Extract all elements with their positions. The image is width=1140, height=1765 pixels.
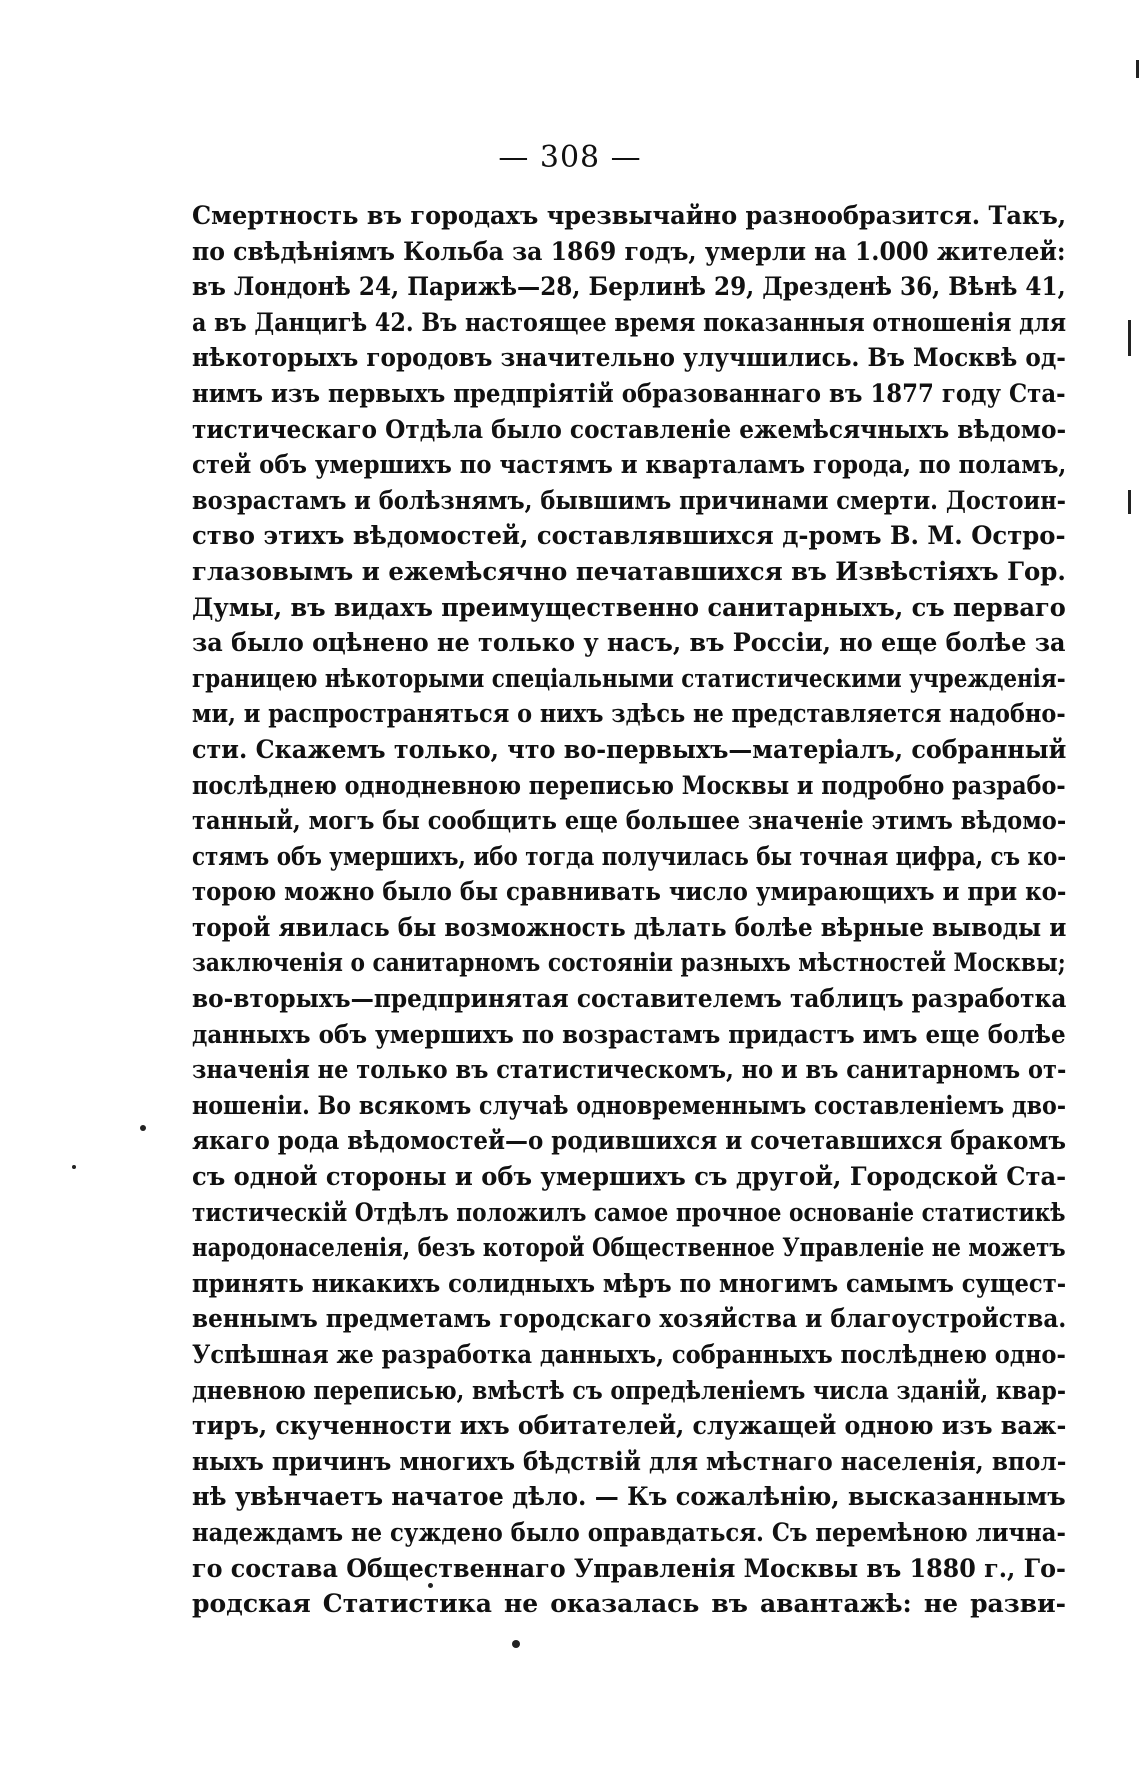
text-line: значенія не только въ статистическомъ, но и въ санитарномъ от-: [192, 1055, 1067, 1085]
text-line: торою можно было бы сравнивать число умирающихъ и при ко-: [192, 877, 1067, 907]
text-line: дневною переписью, вмѣстѣ съ опредѣленіемъ числа зданій, квар-: [192, 1375, 1067, 1405]
text-line: тистическаго Отдѣла было составленіе ежемѣсячныхъ вѣдомо-: [192, 414, 1067, 444]
margin-mark: [1136, 60, 1139, 78]
text-line: надеждамъ не суждено было оправдаться. Съ перемѣною лична-: [192, 1517, 1066, 1547]
text-line: нимъ изъ первыхъ предпріятій образованнаго въ 1877 году Ста-: [192, 378, 1066, 408]
text-line: народонаселенія, безъ которой Общественное Управленіе не можетъ: [192, 1233, 1066, 1263]
text-line: во-вторыхъ—предпринятая составителемъ таблицъ разработка: [192, 984, 1067, 1014]
text-line: а въ Данцигѣ 42. Въ настоящее время показанныя отношенія для: [192, 307, 1067, 337]
text-line: родская Статистика не оказалась въ авантажѣ: не разви-: [192, 1589, 1066, 1619]
text-line: тиръ, скученности ихъ обитателей, служащей одною изъ важ-: [192, 1411, 1067, 1441]
text-line: ношеніи. Во всякомъ случаѣ одновременнымъ составленіемъ двo-: [192, 1090, 1067, 1120]
ink-speck: [140, 1125, 146, 1131]
text-line: стямъ объ умершихъ, ибо тогда получилась бы точная цифра, съ ко-: [192, 841, 1067, 871]
text-line: ныхъ причинъ многихъ бѣдствій для мѣстнаго населенія, впол-: [192, 1446, 1067, 1476]
text-line: нѣ увѣнчаетъ начатое дѣло. — Къ сожалѣнію, высказаннымъ: [192, 1482, 1066, 1512]
margin-mark: [1128, 320, 1131, 356]
text-line: Думы, въ видахъ преимущественно санитарныхъ, съ перваго: [192, 592, 1066, 622]
text-line: за было оцѣнено не только у насъ, въ Россіи, но еще болѣе за: [192, 628, 1066, 658]
text-line: границею нѣкоторыми спеціальными статистическими учрежденія-: [192, 663, 1066, 693]
text-line: ство этихъ вѣдомостей, составлявшихся д-ромъ В. М. Остро-: [192, 521, 1066, 551]
ink-speck: [72, 1165, 76, 1169]
text-line: Смертность въ городахъ чрезвычайно разнообразится. Такъ,: [192, 201, 1067, 230]
text-line: съ одной стороны и объ умершихъ съ другой, Городской Ста-: [192, 1162, 1067, 1192]
body-text: [192, 198, 1066, 1622]
text-line: якаго рода вѣдомостей—о родившихся и сочетавшихся бракомъ: [192, 1126, 1066, 1156]
text-line: нѣкоторыхъ городовъ значительно улучшились. Въ Москвѣ од-: [192, 343, 1066, 373]
margin-mark: [1128, 490, 1131, 514]
text-line: въ Лондонѣ 24, Парижѣ—28, Берлинѣ 29, Дрезденѣ 36, Вѣнѣ 41,: [192, 272, 1066, 302]
text-line: ми, и распространяться о нихъ здѣсь не представляется надобно-: [192, 699, 1066, 729]
text-line: тистическій Отдѣлъ положилъ самое прочное основаніе статистикѣ: [192, 1197, 1066, 1227]
text-line: послѣднею однодневною переписью Москвы и подробно разрабо-: [192, 770, 1066, 800]
text-line: по свѣдѣніямъ Кольба за 1869 годъ, умерли на 1.000 жителей:: [192, 236, 1066, 266]
text-line: го состава Общественнаго Управленія Москвы въ 1880 г., Го-: [192, 1553, 1066, 1583]
ink-speck: [512, 1640, 520, 1648]
text-line: веннымъ предметамъ городскаго хозяйства и благоустройства.: [192, 1304, 1067, 1334]
text-line: данныхъ объ умершихъ по возрастамъ придастъ имъ еще болѣе: [192, 1019, 1066, 1049]
text-line: сти. Скажемъ только, что во-первыхъ—матеріалъ, собранный: [192, 734, 1067, 764]
text-line: стей объ умершихъ по частямъ и кварталамъ города, по поламъ,: [192, 450, 1067, 480]
text-line: танный, могъ бы сообщить еще большее значеніе этимъ вѣдомо-: [192, 806, 1067, 836]
ink-speck: [428, 1583, 433, 1588]
text-line: заключенія о санитарномъ состояніи разныхъ мѣстностей Москвы;: [192, 948, 1066, 978]
page-number: — 308 —: [498, 140, 642, 175]
text-line: Успѣшная же разработка данныхъ, собранныхъ послѣднею одно-: [192, 1340, 1066, 1369]
text-line: принять никакихъ солидныхъ мѣръ по многимъ самымъ сущест-: [192, 1268, 1067, 1298]
text-line: возрастамъ и болѣзнямъ, бывшимъ причинами смерти. Достоин-: [192, 485, 1067, 515]
text-line: глазовымъ и ежемѣсячно печатавшихся въ Извѣстіяхъ Гор.: [192, 556, 1066, 586]
text-line: торой явилась бы возможность дѣлать болѣе вѣрные выводы и: [192, 912, 1067, 942]
